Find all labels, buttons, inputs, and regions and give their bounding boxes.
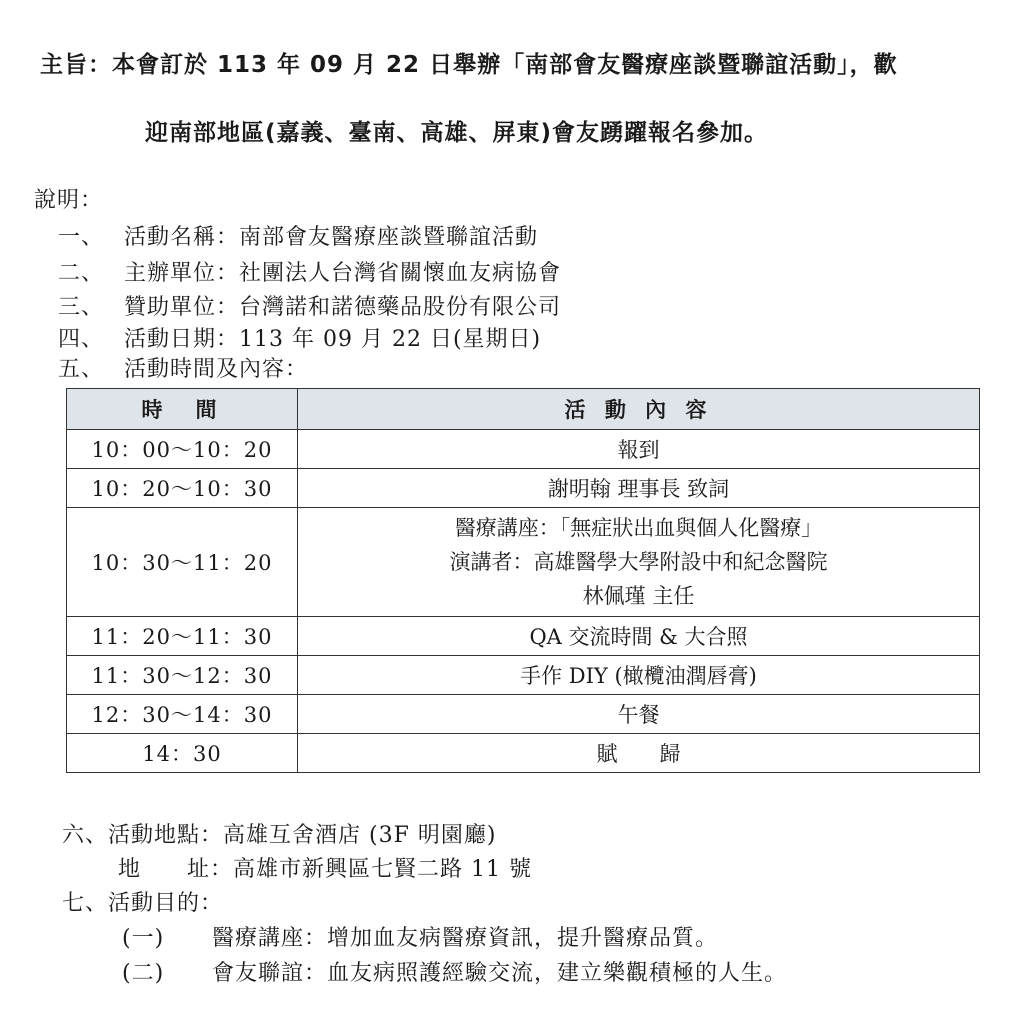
purpose-text: 會友聯誼：血友病照護經驗交流，建立樂觀積極的人生。 [212, 961, 788, 986]
item-text: 活動時間及內容： [124, 357, 309, 382]
table-row [67, 734, 980, 773]
row-time: 11：20～11：30 [67, 617, 298, 656]
row-content: 手作 DIY (橄欖油潤唇膏) [298, 656, 980, 695]
header-time: 時 間 [67, 389, 298, 430]
table-row [67, 508, 980, 617]
item-number: 五、 [58, 357, 105, 382]
lecture-speaker: 演講者：高雄醫學大學附設中和紀念醫院 [449, 550, 828, 574]
purpose-number: (二) [122, 961, 165, 986]
table-row [67, 617, 980, 656]
subject-line-1: 主旨：本會訂於 113 年 09 月 22 日舉辦「南部會友醫療座談暨聯誼活動」，歡 [40, 52, 898, 78]
row-time: 10：20～10：30 [67, 469, 298, 508]
purpose-number: (一) [122, 926, 165, 951]
schedule-header-row [67, 389, 980, 430]
table-row [67, 430, 980, 469]
row-time: 12：30～14：30 [67, 695, 298, 734]
item-text: 贊助單位：台灣諾和諾德藥品股份有限公司 [124, 295, 562, 320]
purpose-text: 醫療講座：增加血友病醫療資訊，提升醫療品質。 [212, 926, 719, 951]
row-content: 謝明翰 理事長 致詞 [298, 469, 980, 508]
item-text: 活動名稱：南部會友醫療座談暨聯誼活動 [124, 225, 539, 250]
row-content: 午餐 [298, 695, 980, 734]
venue-line: 六、活動地點：高雄互舍酒店 (3F 明園廳) [62, 823, 497, 848]
row-content [298, 508, 980, 617]
row-time: 10：00～10：20 [67, 430, 298, 469]
address-line: 地 址：高雄市新興區七賢二路 11 號 [118, 857, 532, 882]
row-time: 11：30～12：30 [67, 656, 298, 695]
row-content: 賦 歸 [298, 734, 980, 773]
header-content: 活 動 內 容 [298, 389, 980, 430]
row-content: QA 交流時間 & 大合照 [298, 617, 980, 656]
lecture-title: 醫療講座：「無症狀出血與個人化醫療」 [454, 516, 823, 540]
subject-line-2: 迎南部地區(嘉義、臺南、高雄、屏東)會友踴躍報名參加。 [145, 120, 769, 146]
item-number: 三、 [58, 295, 105, 320]
item-text: 主辦單位：社團法人台灣省關懷血友病協會 [124, 261, 562, 286]
table-row [67, 656, 980, 695]
item-number: 二、 [58, 261, 105, 286]
row-content: 報到 [298, 430, 980, 469]
schedule-table [66, 388, 980, 773]
lecture-speaker-name: 林佩瑾 主任 [582, 584, 695, 608]
purpose-label: 七、活動目的： [62, 891, 224, 916]
explain-label: 說明： [34, 188, 104, 213]
table-row [67, 695, 980, 734]
table-row [67, 469, 980, 508]
row-time: 14：30 [67, 734, 298, 773]
item-number: 一、 [58, 225, 105, 250]
item-text: 活動日期：113 年 09 月 22 日(星期日) [124, 327, 542, 352]
item-number: 四、 [58, 327, 105, 352]
row-time: 10：30～11：20 [67, 508, 298, 617]
